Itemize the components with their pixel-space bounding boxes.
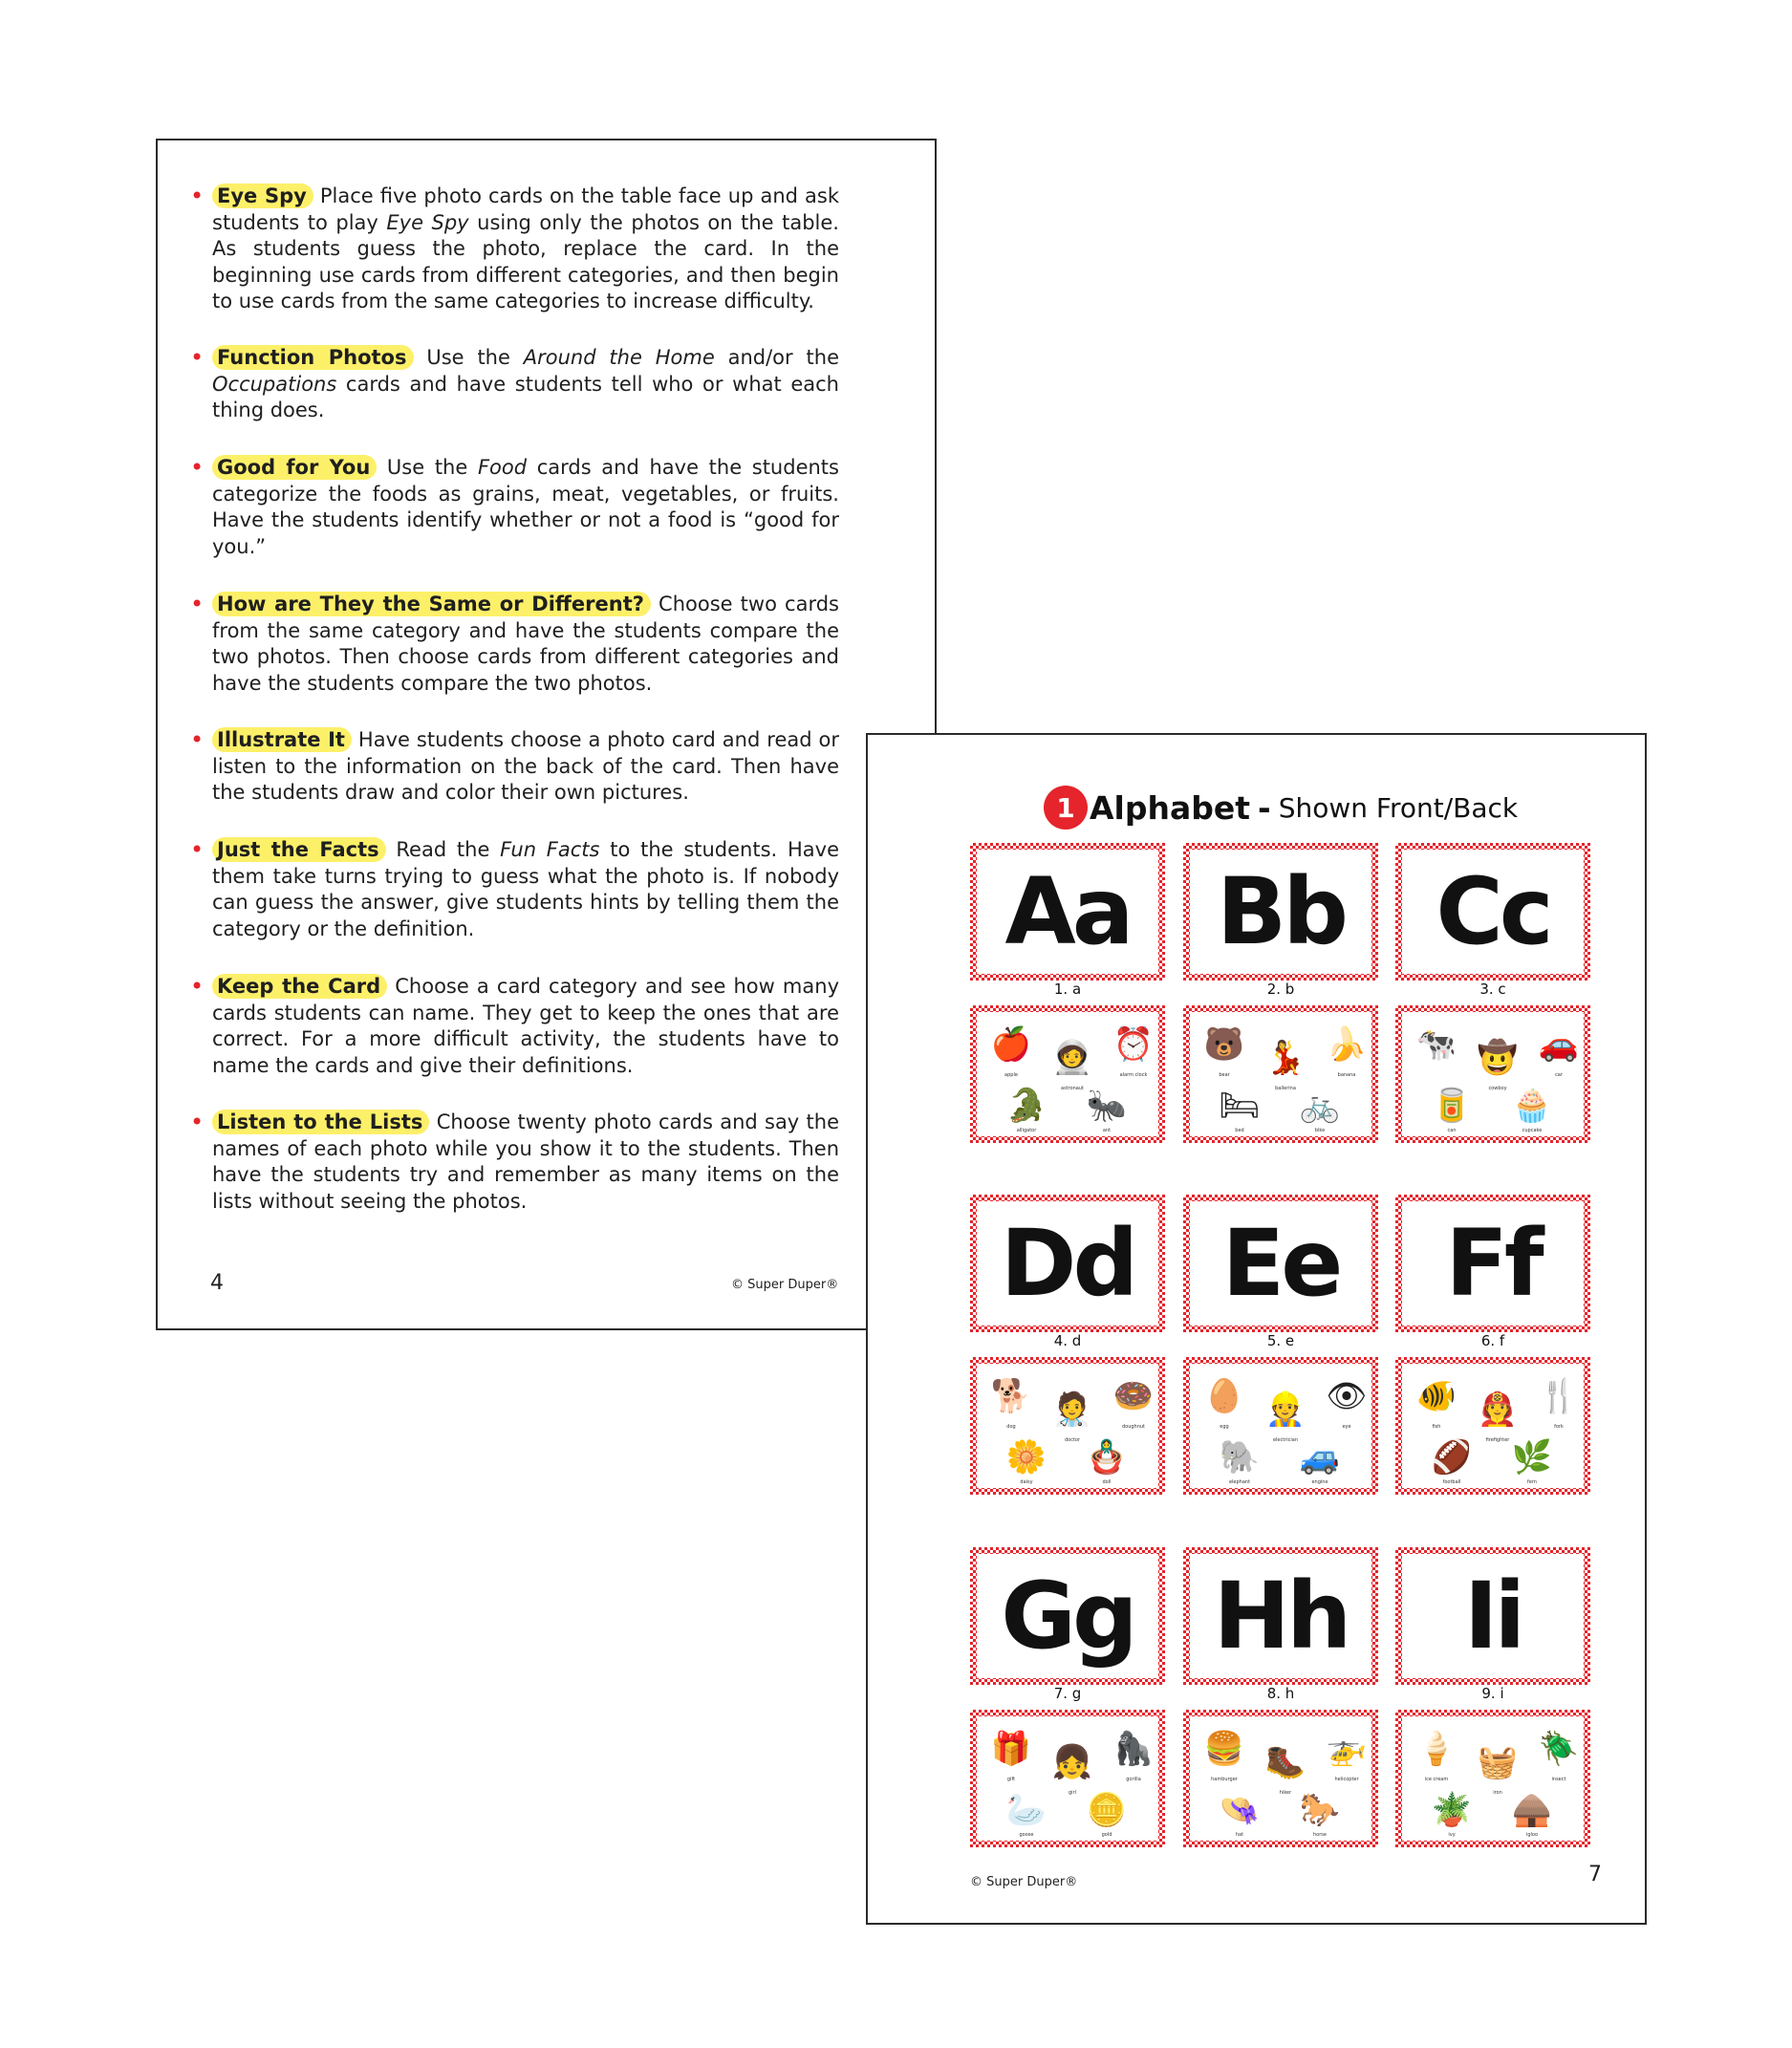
activity-item: [190, 1109, 839, 1215]
cow-icon: 🐄: [1415, 1025, 1457, 1064]
photo-caption: egg: [1220, 1424, 1229, 1430]
activity-text: Fun Facts: [500, 838, 600, 861]
photo-caption: bed: [1235, 1128, 1244, 1133]
letter-card-front: [1395, 1547, 1590, 1685]
activity-text: Place five photo cards on the table face up and ask students to play: [212, 184, 839, 234]
bullet-icon: •: [190, 836, 205, 863]
photo-collage: [977, 1364, 1158, 1488]
ballerina-icon: 💃: [1264, 1039, 1306, 1077]
letter-card-front: [1183, 1195, 1378, 1332]
page-number: 7: [1588, 1863, 1602, 1886]
photo-caption: ice cream: [1424, 1777, 1449, 1782]
photo-caption: gold: [1101, 1832, 1112, 1838]
photo-caption: dog: [1006, 1424, 1016, 1430]
activity-text: Have students choose a photo card and read or listen to the information on the back of the card. Then have the students draw and color their own pictures.: [212, 728, 840, 804]
activity-item: [190, 454, 839, 560]
photo-card-back: [970, 1357, 1165, 1495]
can-icon: 🥫: [1431, 1087, 1473, 1125]
dog-icon: 🐕: [990, 1377, 1032, 1415]
photo-caption: goose: [1019, 1832, 1034, 1838]
letter-card-front: [1183, 843, 1378, 981]
left-page: [156, 139, 937, 1330]
photo-card-back: [1183, 1357, 1378, 1495]
card-letter: Cc: [1402, 850, 1584, 974]
activity-text: Food: [477, 456, 528, 479]
banana-icon: 🍌: [1326, 1025, 1368, 1064]
photo-caption: engine: [1311, 1479, 1328, 1485]
letter-card-front: [970, 1547, 1165, 1685]
activity-text: cards and have students tell who or what each thing does.: [212, 372, 839, 421]
photo-caption: horse: [1313, 1832, 1327, 1838]
engine-icon: 🚙: [1299, 1438, 1341, 1477]
bed-icon: 🛏: [1219, 1087, 1261, 1125]
photo-caption: hamburger: [1211, 1777, 1238, 1782]
bullet-icon: •: [190, 344, 205, 371]
photo-collage: [1190, 1716, 1371, 1841]
letter-card-front: [1395, 1195, 1590, 1332]
eye-icon: 👁: [1326, 1377, 1368, 1415]
helicopter-icon: 🚁: [1326, 1730, 1368, 1768]
activity-text: Choose twenty photo cards and say the names of each photo while you show it to the students. Then have the students try and remember as many items on the lists without seeing the photos.: [212, 1110, 839, 1213]
daisy-icon: 🌼: [1005, 1438, 1047, 1477]
photo-caption: car: [1555, 1072, 1563, 1078]
letter-card-front: [1395, 843, 1590, 981]
fish-icon: 🐠: [1415, 1377, 1457, 1415]
title-main: Alphabet: [1090, 788, 1251, 827]
photo-collage: [1402, 1716, 1584, 1841]
photo-caption: football: [1442, 1479, 1461, 1485]
title-subtitle: Shown Front/Back: [1278, 791, 1519, 824]
bullet-icon: •: [190, 973, 205, 1000]
horse-icon: 🐎: [1299, 1791, 1341, 1829]
copyright: © Super Duper®: [970, 1875, 1078, 1889]
activity-text: Use the: [413, 346, 524, 369]
card-number-label: 1. a: [1053, 981, 1082, 998]
doll-icon: 🪆: [1086, 1438, 1128, 1477]
igloo-icon: 🛖: [1511, 1791, 1553, 1829]
photo-caption: gorilla: [1126, 1777, 1141, 1782]
page-number: 4: [210, 1271, 224, 1295]
activity-text: to the students. Have them take turns trying to guess what the photo is. If nobody can guess the answer, give students hints by telling them the category or the definition.: [212, 838, 839, 940]
photo-card-back: [1183, 1710, 1378, 1847]
activity-text: Choose a card category and see how many cards students can name. They get to keep the ones that are correct. For a more difficult activity, the students have to name the cards and give their definitions.: [212, 975, 839, 1077]
photo-caption: banana: [1337, 1072, 1356, 1078]
photo-caption: girl: [1068, 1790, 1076, 1796]
photo-caption: bike: [1314, 1128, 1326, 1133]
card-number-label: 3. c: [1479, 981, 1506, 998]
activity-item: [190, 344, 839, 424]
photo-caption: cupcake: [1522, 1128, 1543, 1133]
activity-item: [190, 591, 839, 697]
photo-caption: doctor: [1064, 1437, 1081, 1443]
apple-icon: 🍎: [990, 1025, 1032, 1064]
photo-card-back: [970, 1005, 1165, 1143]
fork-icon: 🍴: [1538, 1377, 1580, 1415]
activity-text: and/or the: [714, 346, 839, 369]
card-number-label: 5. e: [1266, 1332, 1295, 1349]
bear-icon: 🐻: [1203, 1025, 1245, 1064]
activity-text: Read the: [385, 838, 501, 861]
doughnut-icon: 🍩: [1112, 1377, 1155, 1415]
page-title: [1044, 784, 1518, 831]
hamburger-icon: 🍔: [1203, 1730, 1245, 1768]
letter-card-front: [1183, 1547, 1378, 1685]
activity-title: Illustrate It: [212, 727, 352, 752]
activity-text: using only the photos on the table. As students guess the photo, replace the card. In the beginning use cards from different categories, and then begin to use cards from the same categories to increase difficulty.: [212, 210, 839, 313]
photo-caption: hat: [1235, 1832, 1244, 1838]
photo-card-back: [970, 1710, 1165, 1847]
activity-text: Around the Home: [523, 346, 715, 369]
photo-caption: elephant: [1228, 1479, 1251, 1485]
card-letter: Ee: [1190, 1201, 1371, 1326]
card-letter: Ii: [1402, 1554, 1584, 1678]
photo-caption: hiker: [1279, 1790, 1292, 1796]
activity-text: Choose two cards from the same category and have the students compare the two photos. Then choose cards from different categories and have the students compare the two photos.: [212, 593, 839, 695]
photo-card-back: [1395, 1005, 1590, 1143]
letter-card-front: [970, 1195, 1165, 1332]
photo-caption: alligator: [1016, 1128, 1037, 1133]
activity-text: cards and have the students categorize the foods as grains, meat, vegetables, or fruits. Have the students identify whether or not a food is “good for you.”: [212, 456, 839, 558]
copyright: © Super Duper®: [731, 1278, 839, 1292]
activity-text: Eye Spy: [386, 210, 469, 234]
ivy-icon: 🪴: [1431, 1791, 1473, 1829]
photo-caption: eye: [1342, 1424, 1351, 1430]
football-icon: 🏈: [1431, 1438, 1473, 1477]
activity-title: Listen to the Lists: [212, 1110, 429, 1134]
activity-text: Use the: [377, 456, 478, 479]
ant-icon: 🐜: [1086, 1087, 1128, 1125]
activity-title: Keep the Card: [212, 974, 387, 999]
photo-caption: can: [1447, 1128, 1457, 1133]
photo-caption: gift: [1006, 1777, 1016, 1782]
activity-title: How are They the Same or Different?: [212, 592, 651, 616]
card-number-label: 7. g: [1053, 1685, 1082, 1702]
activity-title: Eye Spy: [212, 183, 313, 208]
photo-caption: igloo: [1525, 1832, 1539, 1838]
insect-icon: 🪲: [1538, 1730, 1580, 1768]
photo-caption: fork: [1554, 1424, 1564, 1430]
activity-item: [190, 836, 839, 942]
bullet-icon: •: [190, 591, 205, 617]
card-letter: Ff: [1402, 1201, 1584, 1326]
photo-caption: bear: [1219, 1072, 1230, 1078]
photo-collage: [1190, 1012, 1371, 1136]
photo-caption: astronaut: [1061, 1086, 1084, 1091]
photo-caption: iron: [1493, 1790, 1502, 1796]
card-letter: Dd: [977, 1201, 1158, 1326]
car-icon: 🚗: [1538, 1025, 1580, 1064]
egg-icon: 🥚: [1203, 1377, 1245, 1415]
photo-caption: doughnut: [1121, 1424, 1146, 1430]
photo-card-back: [1395, 1710, 1590, 1847]
gift-icon: 🎁: [990, 1730, 1032, 1768]
cowboy-icon: 🤠: [1477, 1039, 1519, 1077]
photo-caption: firefighter: [1485, 1437, 1510, 1443]
alligator-icon: 🐊: [1005, 1087, 1047, 1125]
card-number-label: 9. i: [1481, 1685, 1504, 1702]
activity-title: Good for You: [212, 455, 377, 480]
bullet-icon: •: [190, 183, 205, 209]
hat-icon: 👒: [1219, 1791, 1261, 1829]
card-letter: Hh: [1190, 1554, 1371, 1678]
bullet-icon: •: [190, 1109, 205, 1135]
bullet-icon: •: [190, 726, 205, 753]
hiker-icon: 🥾: [1264, 1743, 1306, 1781]
activity-item: [190, 726, 840, 807]
card-number-label: 6. f: [1480, 1332, 1505, 1349]
bike-icon: 🚲: [1299, 1087, 1341, 1125]
iron-icon: 🧺: [1477, 1743, 1519, 1781]
activity-title: Just the Facts: [212, 837, 386, 862]
doctor-icon: 🧑‍⚕️: [1051, 1390, 1093, 1429]
photo-caption: apple: [1004, 1072, 1018, 1078]
photo-caption: doll: [1102, 1479, 1112, 1485]
cupcake-icon: 🧁: [1511, 1087, 1553, 1125]
card-number-label: 2. b: [1266, 981, 1295, 998]
card-letter: Aa: [977, 850, 1158, 974]
card-letter: Gg: [977, 1554, 1158, 1678]
photo-caption: ivy: [1448, 1832, 1456, 1838]
elephant-icon: 🐘: [1219, 1438, 1261, 1477]
activity-title: Function Photos: [212, 345, 414, 370]
photo-collage: [1402, 1364, 1584, 1488]
right-page: [866, 733, 1647, 1925]
activity-text: Occupations: [212, 372, 337, 396]
photo-caption: daisy: [1020, 1479, 1033, 1485]
title-separator: -: [1258, 788, 1271, 827]
photo-caption: ballerina: [1275, 1086, 1296, 1091]
photo-caption: fern: [1527, 1479, 1537, 1485]
activity-item: [190, 973, 839, 1079]
photo-card-back: [1395, 1357, 1590, 1495]
photo-caption: cowboy: [1488, 1086, 1507, 1091]
gorilla-icon: 🦍: [1112, 1730, 1155, 1768]
photo-caption: helicopter: [1334, 1777, 1359, 1782]
photo-card-back: [1183, 1005, 1378, 1143]
photo-caption: alarm clock: [1119, 1072, 1148, 1078]
bullet-icon: •: [190, 454, 205, 481]
photo-collage: [1402, 1012, 1584, 1136]
section-number-badge: 1: [1044, 786, 1088, 830]
firefighter-icon: 🧑‍🚒: [1477, 1390, 1519, 1429]
photo-caption: ant: [1102, 1128, 1112, 1133]
photo-caption: electrician: [1272, 1437, 1299, 1443]
card-number-label: 8. h: [1266, 1685, 1295, 1702]
card-letter: Bb: [1190, 850, 1371, 974]
goose-icon: 🦢: [1005, 1791, 1047, 1829]
photo-collage: [1190, 1364, 1371, 1488]
photo-caption: fish: [1432, 1424, 1441, 1430]
girl-icon: 👧: [1051, 1743, 1093, 1781]
ice-cream-icon: 🍦: [1415, 1730, 1457, 1768]
electrician-icon: 👷: [1264, 1390, 1306, 1429]
gold-icon: 🪙: [1086, 1791, 1128, 1829]
card-number-label: 4. d: [1053, 1332, 1082, 1349]
photo-collage: [977, 1716, 1158, 1841]
astronaut-icon: 🧑‍🚀: [1051, 1039, 1093, 1077]
fern-icon: 🌿: [1511, 1438, 1553, 1477]
activity-item: [190, 183, 839, 315]
letter-card-front: [970, 843, 1165, 981]
photo-collage: [977, 1012, 1158, 1136]
photo-caption: insect: [1551, 1777, 1566, 1782]
alarm-clock-icon: ⏰: [1112, 1025, 1155, 1064]
